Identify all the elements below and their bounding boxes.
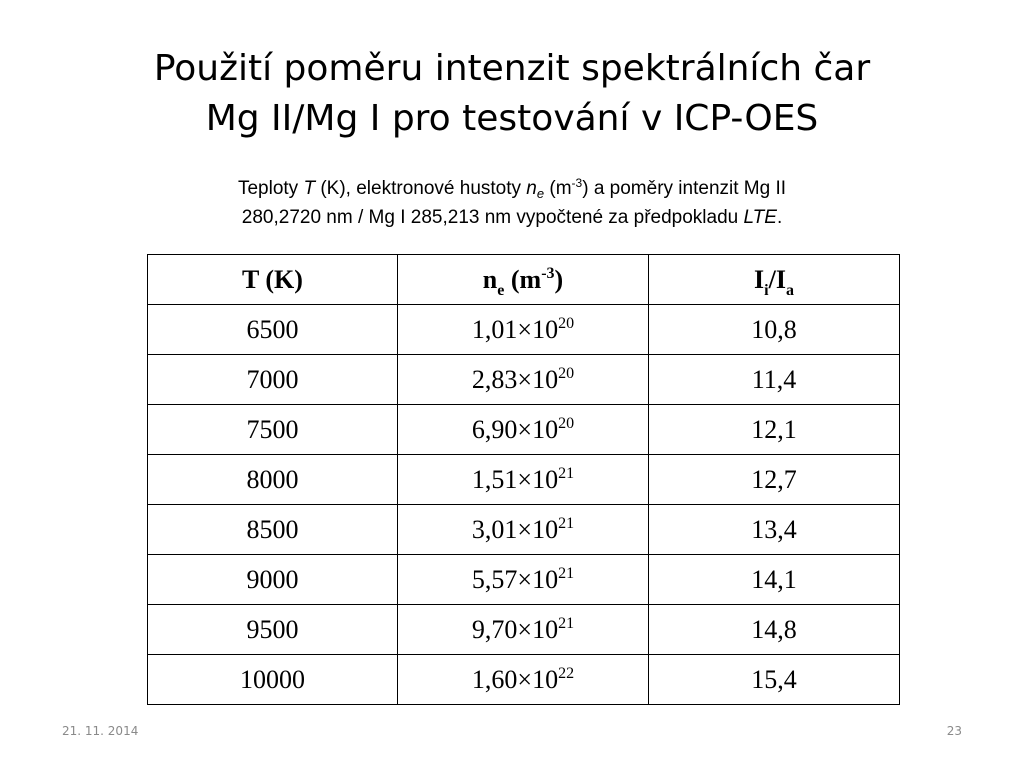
cell-intensity-ratio: 10,8 bbox=[649, 305, 900, 355]
cell-temperature: 8500 bbox=[148, 505, 398, 555]
cell-intensity-ratio: 14,8 bbox=[649, 605, 900, 655]
cell-electron-density: $3,01\times 10^{21}$ bbox=[398, 505, 649, 555]
cell-temperature: 6500 bbox=[148, 305, 398, 355]
title-line-1: Použití poměru intenzit spektrálních čar bbox=[153, 48, 871, 89]
caption-text: ) a poměry intenzit Mg II bbox=[582, 178, 787, 199]
title-line-2: Mg II/Mg I pro testování v ICP-OES bbox=[205, 98, 819, 139]
cell-intensity-ratio: 12,1 bbox=[649, 405, 900, 455]
table-row bbox=[148, 455, 900, 505]
data-table bbox=[147, 254, 900, 705]
caption-symbol-n: n bbox=[526, 178, 537, 199]
caption-symbol-t: T bbox=[303, 178, 316, 199]
cell-electron-density: $1,01\times 10^{20}$ bbox=[398, 305, 649, 355]
table-row bbox=[148, 305, 900, 355]
header-electron-density: $n_e$ $(m^{-3})$ bbox=[398, 255, 649, 305]
table-header-row bbox=[148, 255, 900, 305]
table-row bbox=[148, 555, 900, 605]
cell-temperature: 10000 bbox=[148, 655, 398, 705]
header-intensity-ratio: $I_i/I_a$ bbox=[649, 255, 900, 305]
cell-electron-density: $6,90\times 10^{20}$ bbox=[398, 405, 649, 455]
caption-exponent: -3 bbox=[571, 176, 583, 190]
table-row bbox=[148, 405, 900, 455]
header-temperature: T (K) bbox=[148, 255, 398, 305]
page-number: 23 bbox=[946, 724, 962, 738]
cell-intensity-ratio: 14,1 bbox=[649, 555, 900, 605]
cell-intensity-ratio: 15,4 bbox=[649, 655, 900, 705]
table-caption bbox=[112, 174, 912, 232]
caption-text: . bbox=[776, 207, 783, 228]
caption-lte: LTE bbox=[743, 207, 777, 228]
caption-text: (K), elektronové hustoty bbox=[315, 178, 527, 199]
footer-date: 21. 11. 2014 bbox=[62, 724, 139, 738]
cell-temperature: 7000 bbox=[148, 355, 398, 405]
cell-electron-density: $1,51\times 10^{21}$ bbox=[398, 455, 649, 505]
cell-electron-density: $9,70\times 10^{21}$ bbox=[398, 605, 649, 655]
cell-temperature: 9000 bbox=[148, 555, 398, 605]
cell-electron-density: $1,60\times 10^{22}$ bbox=[398, 655, 649, 705]
table-row bbox=[148, 605, 900, 655]
cell-electron-density: $2,83\times 10^{20}$ bbox=[398, 355, 649, 405]
caption-subscript-e: e bbox=[536, 186, 545, 201]
cell-intensity-ratio: 12,7 bbox=[649, 455, 900, 505]
cell-electron-density: $5,57\times 10^{21}$ bbox=[398, 555, 649, 605]
caption-text: (m bbox=[544, 178, 572, 199]
table-row bbox=[148, 355, 900, 405]
table-row bbox=[148, 655, 900, 705]
cell-intensity-ratio: 13,4 bbox=[649, 505, 900, 555]
cell-temperature: 7500 bbox=[148, 405, 398, 455]
caption-text: Teploty bbox=[237, 178, 304, 199]
cell-temperature: 9500 bbox=[148, 605, 398, 655]
cell-intensity-ratio: 11,4 bbox=[649, 355, 900, 405]
cell-temperature: 8000 bbox=[148, 455, 398, 505]
caption-text: 280,2720 nm / Mg I 285,213 nm vypočtené za předpokladu bbox=[241, 207, 744, 228]
slide-title bbox=[0, 44, 1024, 144]
table-row bbox=[148, 505, 900, 555]
